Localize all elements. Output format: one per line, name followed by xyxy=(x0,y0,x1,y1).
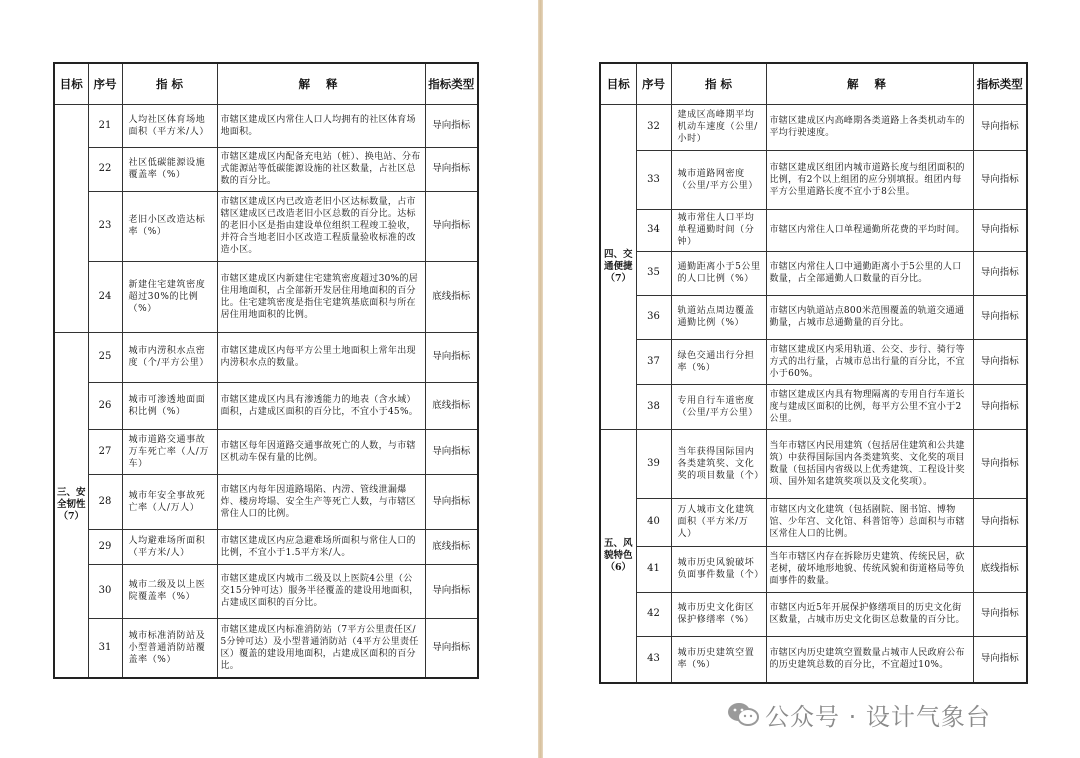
row-indicator: 城市二级及以上医院覆盖率（%） xyxy=(122,564,217,618)
watermark-text: 公众号 · 设计气象台 xyxy=(765,702,991,731)
table-row xyxy=(54,104,478,147)
row-explanation: 当年市辖区内民用建筑（包括居住建筑和公共建筑）中获得国际国内各类建筑奖、文化奖的项目数量（包括国内省级以上优秀建筑、工程设计奖项、国外知名建筑奖项以及文化奖项）。 xyxy=(766,429,973,498)
row-number: 36 xyxy=(636,295,671,339)
row-explanation: 市辖区建成区内标准消防站（7平方公里责任区/5分钟可达）及小型普通消防站（4平方公里责任区）覆盖的建设用地面积，占建成区面积的百分比。 xyxy=(217,618,425,678)
header-goal: 目标 xyxy=(54,63,88,104)
row-indicator: 社区低碳能源设施覆盖率（%） xyxy=(122,147,217,191)
row-explanation: 市辖区内历史建筑空置数量占城市人民政府公布的历史建筑总数的百分比，不宜超过10%。 xyxy=(766,636,973,683)
row-explanation: 市辖区内近5年开展保护修缮项目的历史文化街区数量，占城市历史文化街区总数量的百分比。 xyxy=(766,592,973,636)
row-explanation: 市辖区建成区内配备充电站（桩）、换电站、分布式能源站等低碳能源设施的社区数量，占社区总数的百分比。 xyxy=(217,147,425,191)
row-number: 22 xyxy=(88,147,122,191)
row-indicator: 城市历史建筑空置率（%） xyxy=(671,636,766,683)
table-row xyxy=(54,261,478,332)
table-row xyxy=(600,592,1027,636)
row-indicator: 城市道路网密度（公里/平方公里） xyxy=(671,150,766,209)
row-number: 26 xyxy=(88,382,122,429)
row-explanation: 当年市辖区内存在拆除历史建筑、传统民居，砍老树，破坏地形地貌、传统风貌和街道格局等负面事件的数量。 xyxy=(766,546,973,592)
table-row xyxy=(600,339,1027,384)
row-number: 24 xyxy=(88,261,122,332)
row-indicator: 城市年安全事故死亡率（人/万人） xyxy=(122,474,217,529)
row-number: 25 xyxy=(88,332,122,382)
table-row xyxy=(54,529,478,564)
row-type: 底线指标 xyxy=(425,529,478,564)
row-type: 导向指标 xyxy=(973,498,1027,546)
row-indicator: 当年获得国际国内各类建筑奖、文化奖的项目数量（个） xyxy=(671,429,766,498)
table-row xyxy=(54,474,478,529)
row-explanation: 市辖区内每年因道路塌陷、内涝、管线泄漏爆炸、楼房垮塌、安全生产等死亡人数，与市辖区常住人口的比例。 xyxy=(217,474,425,529)
row-number: 39 xyxy=(636,429,671,498)
row-type: 导向指标 xyxy=(973,295,1027,339)
table-row xyxy=(600,150,1027,209)
row-number: 41 xyxy=(636,546,671,592)
row-explanation: 市辖区内常住人口中通勤距离小于5公里的人口数量，占全部通勤人口数量的百分比。 xyxy=(766,251,973,295)
row-type: 导向指标 xyxy=(973,429,1027,498)
row-number: 35 xyxy=(636,251,671,295)
table-row xyxy=(600,251,1027,295)
row-type: 导向指标 xyxy=(973,104,1027,150)
table-row xyxy=(54,564,478,618)
header-explain: 解 释 xyxy=(217,63,425,104)
header-indicator: 指 标 xyxy=(122,63,217,104)
row-indicator: 老旧小区改造达标率（%） xyxy=(122,191,217,261)
row-explanation: 市辖区建成区内已改造老旧小区达标数量，占市辖区建成区已改造老旧小区总数的百分比。达标的老旧小区是指由建设单位组织工程竣工验收，并符合当地老旧小区改造工程质量验收标准的改造小区。 xyxy=(217,191,425,261)
row-explanation: 市辖区建成区内常住人口人均拥有的社区体育场地面积。 xyxy=(217,104,425,147)
table-row xyxy=(54,618,478,678)
row-number: 23 xyxy=(88,191,122,261)
row-type: 导向指标 xyxy=(973,209,1027,251)
row-number: 42 xyxy=(636,592,671,636)
table-row xyxy=(54,191,478,261)
row-number: 38 xyxy=(636,384,671,429)
row-indicator: 城市常住人口平均单程通勤时间（分钟） xyxy=(671,209,766,251)
row-explanation: 市辖区建成区内采用轨道、公交、步行、骑行等方式的出行量，占城市总出行量的百分比，不宜小于60%。 xyxy=(766,339,973,384)
indicator-table-right xyxy=(599,62,1028,684)
table-row xyxy=(600,295,1027,339)
row-type: 导向指标 xyxy=(973,592,1027,636)
table-header-row xyxy=(600,63,1027,104)
row-explanation: 市辖区建成区组团内城市道路长度与组团面积的比例，有2个以上组团的应分别填报。组团内每平方公里道路长度不宜小于8公里。 xyxy=(766,150,973,209)
row-explanation: 市辖区建成区内城市二级及以上医院4公里（公交15分钟可达）服务半径覆盖的建设用地面积，占建成区面积的百分比。 xyxy=(217,564,425,618)
header-type: 指标类型 xyxy=(425,63,478,104)
row-indicator: 新建住宅建筑密度超过30%的比例（%） xyxy=(122,261,217,332)
header-seq: 序号 xyxy=(88,63,122,104)
left-page xyxy=(0,0,538,758)
row-type: 导向指标 xyxy=(973,251,1027,295)
group-transport-convenience: 四、交通便捷（7） xyxy=(600,104,636,429)
row-indicator: 通勤距离小于5公里的人口比例（%） xyxy=(671,251,766,295)
group-style-character: 五、风貌特色（6） xyxy=(600,429,636,683)
row-type: 底线指标 xyxy=(425,382,478,429)
row-number: 34 xyxy=(636,209,671,251)
row-indicator: 绿色交通出行分担率（%） xyxy=(671,339,766,384)
row-number: 40 xyxy=(636,498,671,546)
row-type: 导向指标 xyxy=(973,384,1027,429)
table-header-row xyxy=(54,63,478,104)
row-type: 导向指标 xyxy=(425,332,478,382)
row-number: 27 xyxy=(88,429,122,474)
row-explanation: 市辖区建成区内具有物理隔离的专用自行车道长度与建成区面积的比例，每平方公里不宜小于2公里。 xyxy=(766,384,973,429)
row-type: 导向指标 xyxy=(425,429,478,474)
row-type: 导向指标 xyxy=(425,618,478,678)
row-type: 导向指标 xyxy=(425,564,478,618)
table-row xyxy=(600,209,1027,251)
row-indicator: 城市历史风貌破坏负面事件数量（个） xyxy=(671,546,766,592)
table-row xyxy=(600,429,1027,498)
row-explanation: 市辖区内轨道站点800米范围覆盖的轨道交通通勤量，占城市总通勤量的百分比。 xyxy=(766,295,973,339)
row-type: 导向指标 xyxy=(973,636,1027,683)
row-indicator: 城市可渗透地面面积比例（%） xyxy=(122,382,217,429)
row-number: 31 xyxy=(88,618,122,678)
header-type: 指标类型 xyxy=(973,63,1027,104)
row-type: 导向指标 xyxy=(425,104,478,147)
row-number: 28 xyxy=(88,474,122,529)
row-indicator: 专用自行车道密度（公里/平方公里） xyxy=(671,384,766,429)
row-type: 导向指标 xyxy=(425,147,478,191)
header-seq: 序号 xyxy=(636,63,671,104)
table-row xyxy=(54,382,478,429)
row-type: 导向指标 xyxy=(425,474,478,529)
row-number: 43 xyxy=(636,636,671,683)
table-row xyxy=(600,498,1027,546)
group-cell-empty xyxy=(54,104,88,332)
row-indicator: 轨道站点周边覆盖通勤比例（%） xyxy=(671,295,766,339)
header-goal: 目标 xyxy=(600,63,636,104)
table-row xyxy=(54,429,478,474)
wechat-icon xyxy=(727,701,759,727)
row-indicator: 万人城市文化建筑面积（平方米/万人） xyxy=(671,498,766,546)
row-explanation: 市辖区内常住人口单程通勤所花费的平均时间。 xyxy=(766,209,973,251)
row-explanation: 市辖区建成区内每平方公里土地面积上常年出现内涝积水点的数量。 xyxy=(217,332,425,382)
row-number: 30 xyxy=(88,564,122,618)
watermark xyxy=(727,699,991,729)
row-explanation: 市辖区内文化建筑（包括剧院、图书馆、博物馆、少年宫、文化馆、科普馆等）总面积与市辖区常住人口的比例。 xyxy=(766,498,973,546)
table-row xyxy=(600,104,1027,150)
row-indicator: 城市内涝积水点密度（个/平方公里） xyxy=(122,332,217,382)
group-safety-resilience: 三、安全韧性（7） xyxy=(54,332,88,678)
table-row xyxy=(54,147,478,191)
row-type: 导向指标 xyxy=(425,191,478,261)
header-explain: 解 释 xyxy=(766,63,973,104)
row-indicator: 城市历史文化街区保护修缮率（%） xyxy=(671,592,766,636)
row-indicator: 城市道路交通事故万车死亡率（人/万车） xyxy=(122,429,217,474)
row-indicator: 建成区高峰期平均机动车速度（公里/小时） xyxy=(671,104,766,150)
row-number: 33 xyxy=(636,150,671,209)
row-number: 29 xyxy=(88,529,122,564)
table-row xyxy=(54,332,478,382)
header-indicator: 指 标 xyxy=(671,63,766,104)
row-number: 32 xyxy=(636,104,671,150)
row-explanation: 市辖区建成区内高峰期各类道路上各类机动车的平均行驶速度。 xyxy=(766,104,973,150)
right-page xyxy=(543,0,1080,758)
row-type: 导向指标 xyxy=(973,339,1027,384)
table-row xyxy=(600,546,1027,592)
row-type: 底线指标 xyxy=(973,546,1027,592)
row-type: 导向指标 xyxy=(973,150,1027,209)
row-explanation: 市辖区建成区内新建住宅建筑密度超过30%的居住用地面积，占全部新开发居住用地面积的百分比。住宅建筑密度是指住宅建筑基底面积与所在居住用地面积的比例。 xyxy=(217,261,425,332)
row-explanation: 市辖区建成区内应急避难场所面积与常住人口的比例，不宜小于1.5平方米/人。 xyxy=(217,529,425,564)
row-indicator: 人均避难场所面积（平方米/人） xyxy=(122,529,217,564)
row-indicator: 城市标准消防站及小型普通消防站覆盖率（%） xyxy=(122,618,217,678)
table-row xyxy=(600,384,1027,429)
row-number: 37 xyxy=(636,339,671,384)
row-explanation: 市辖区建成区内具有渗透能力的地表（含水域）面积，占建成区面积的百分比，不宜小于45%。 xyxy=(217,382,425,429)
row-explanation: 市辖区每年因道路交通事故死亡的人数，与市辖区机动车保有量的比例。 xyxy=(217,429,425,474)
indicator-table-left xyxy=(53,62,479,679)
row-indicator: 人均社区体育场地面积（平方米/人） xyxy=(122,104,217,147)
row-number: 21 xyxy=(88,104,122,147)
table-row xyxy=(600,636,1027,683)
row-type: 底线指标 xyxy=(425,261,478,332)
